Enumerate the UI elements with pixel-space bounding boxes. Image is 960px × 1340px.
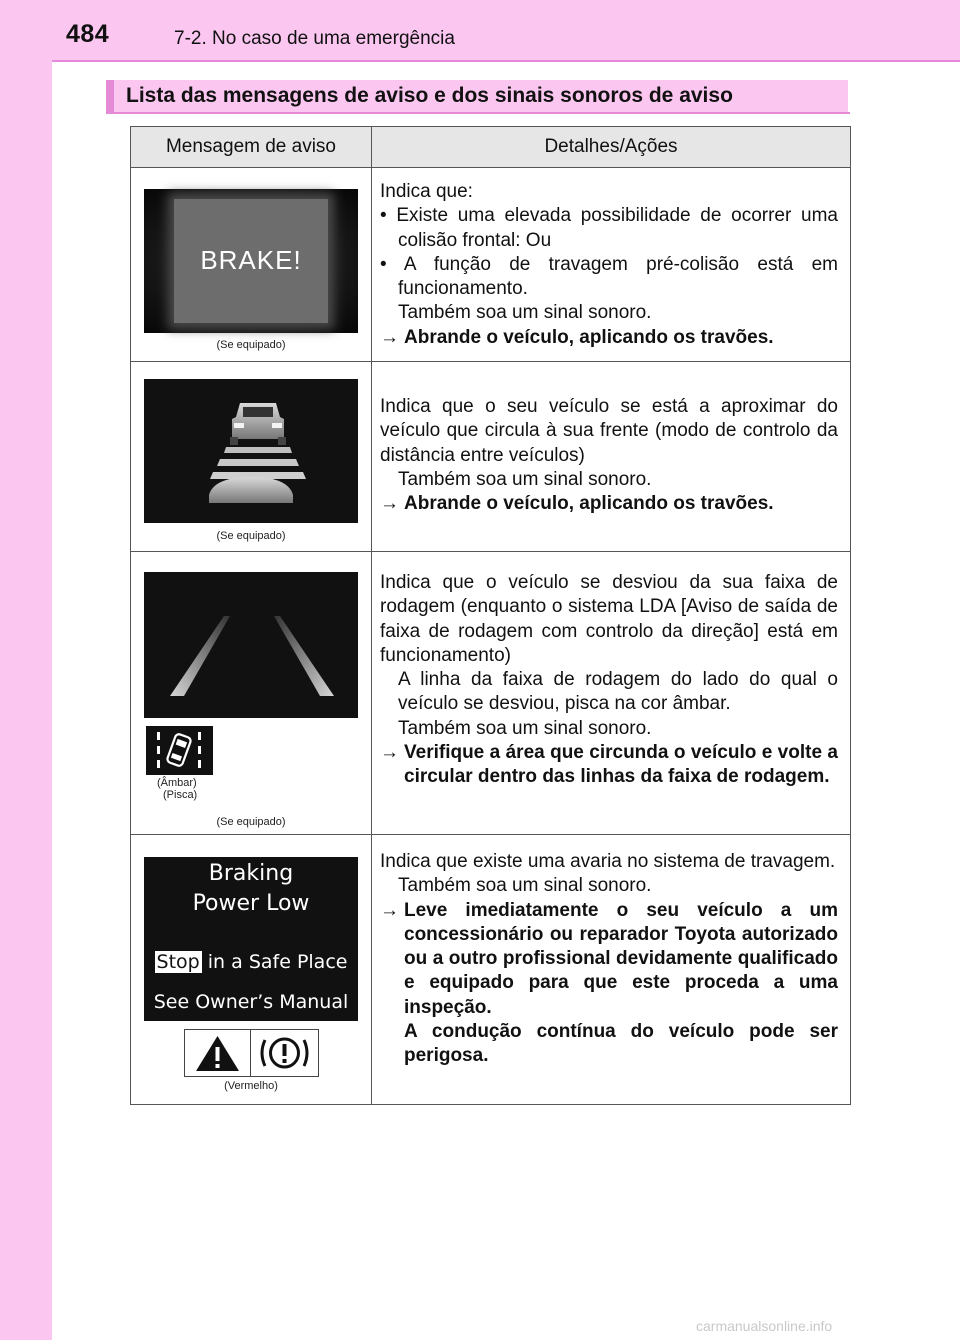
action-text: → Leve imediatamente o seu veículo a um concessionário ou reparador Toyota autorizado ou a outro profissional devidamente qualificado e equipado para que este proceda a uma inspeção. <box>380 899 838 1018</box>
message-cell <box>131 835 372 1105</box>
table-row <box>131 835 851 1105</box>
brake-warning-icon <box>251 1029 319 1077</box>
detail-line: Indica que existe uma avaria no sistema de travagem. <box>380 851 836 872</box>
detail-line: Também soa um sinal sonoro. <box>398 302 652 324</box>
screen-line: Stop in a Safe Place <box>156 951 348 973</box>
section-title: Lista das mensagens de aviso e dos sinais sonoros de aviso <box>106 80 848 112</box>
detail-bullet: • Existe uma elevada possibilidade de ocorrer uma colisão frontal: Ou <box>380 205 838 251</box>
header-details: Detalhes/Ações <box>372 127 851 168</box>
screen-line: Power Low <box>192 891 310 916</box>
detail-line: Indica que: <box>380 181 473 202</box>
arrow-icon: → <box>380 742 399 764</box>
indicator-caption: (Pisca) <box>163 789 198 801</box>
detail-line: Também soa um sinal sonoro. <box>398 717 652 739</box>
detail-line: Indica que o veículo se desviou da sua faixa de rodagem (enquanto o sistema LDA [Aviso de saída de faixa de rodagem com controlo da direção] está em funcionamento) <box>380 572 838 666</box>
message-cell <box>131 362 372 552</box>
details-cell <box>372 552 851 835</box>
car-ahead-distance-icon <box>144 379 358 523</box>
page-number: 484 <box>66 20 110 48</box>
action-text: A condução contínua do veículo pode ser perigosa. <box>404 1021 838 1067</box>
action-text: → Abrande o veículo, aplicando os travões. <box>380 492 838 516</box>
section-title-rule <box>106 112 850 114</box>
caption: (Se equipado) <box>216 339 286 351</box>
lane-departure-icon <box>146 726 213 775</box>
details-cell <box>372 835 851 1105</box>
lane-lines-icon <box>144 572 358 718</box>
arrow-icon: → <box>380 899 399 921</box>
warning-triangle-icon <box>184 1029 251 1077</box>
watermark: carmanualsonline.info <box>696 1318 833 1334</box>
brake-text: BRAKE! <box>200 245 302 275</box>
detail-line: Também soa um sinal sonoro. <box>398 468 652 490</box>
screen-line: Braking <box>208 861 294 886</box>
arrow-icon: → <box>380 493 399 515</box>
table-row <box>131 552 851 835</box>
chapter-title: 7-2. No caso de uma emergência <box>174 28 455 49</box>
brake-screen <box>144 189 358 333</box>
table-header-row <box>131 127 851 168</box>
top-rule <box>52 60 960 62</box>
table-row <box>131 168 851 362</box>
top-band <box>0 0 960 60</box>
caption: (Se equipado) <box>216 530 286 542</box>
stop-highlight: Stop <box>156 951 200 973</box>
side-band <box>0 0 52 1340</box>
lane-screen <box>144 572 358 718</box>
distance-screen <box>144 379 358 523</box>
header-message: Mensagem de aviso <box>131 127 372 168</box>
table-row <box>131 362 851 552</box>
message-cell <box>131 552 372 835</box>
indicator-caption: (Âmbar) <box>157 777 197 789</box>
action-text: → Verifique a área que circunda o veículo e volte a circular dentro das linhas da faixa de rodagem. <box>380 742 838 788</box>
arrow-icon: → <box>380 326 399 348</box>
message-cell <box>131 168 372 362</box>
indicator-caption: (Vermelho) <box>224 1080 278 1092</box>
detail-line: Indica que o seu veículo se está a aproximar do veículo que circula à sua frente (modo de controlo da distância entre veículos) <box>380 396 838 466</box>
detail-line: Também soa um sinal sonoro. <box>398 875 652 897</box>
detail-line: A linha da faixa de rodagem do lado do qual o veículo se desviou, pisca na cor âmbar. <box>398 669 838 715</box>
screen-line: See Owner’s Manual <box>153 991 349 1013</box>
warning-table <box>130 126 851 1105</box>
action-text: → Abrande o veículo, aplicando os travões. <box>380 326 838 350</box>
braking-power-screen <box>144 857 358 1021</box>
details-cell <box>372 168 851 362</box>
details-cell <box>372 362 851 552</box>
caption: (Se equipado) <box>216 816 286 828</box>
detail-bullet: • A função de travagem pré-colisão está em funcionamento. <box>380 253 838 300</box>
